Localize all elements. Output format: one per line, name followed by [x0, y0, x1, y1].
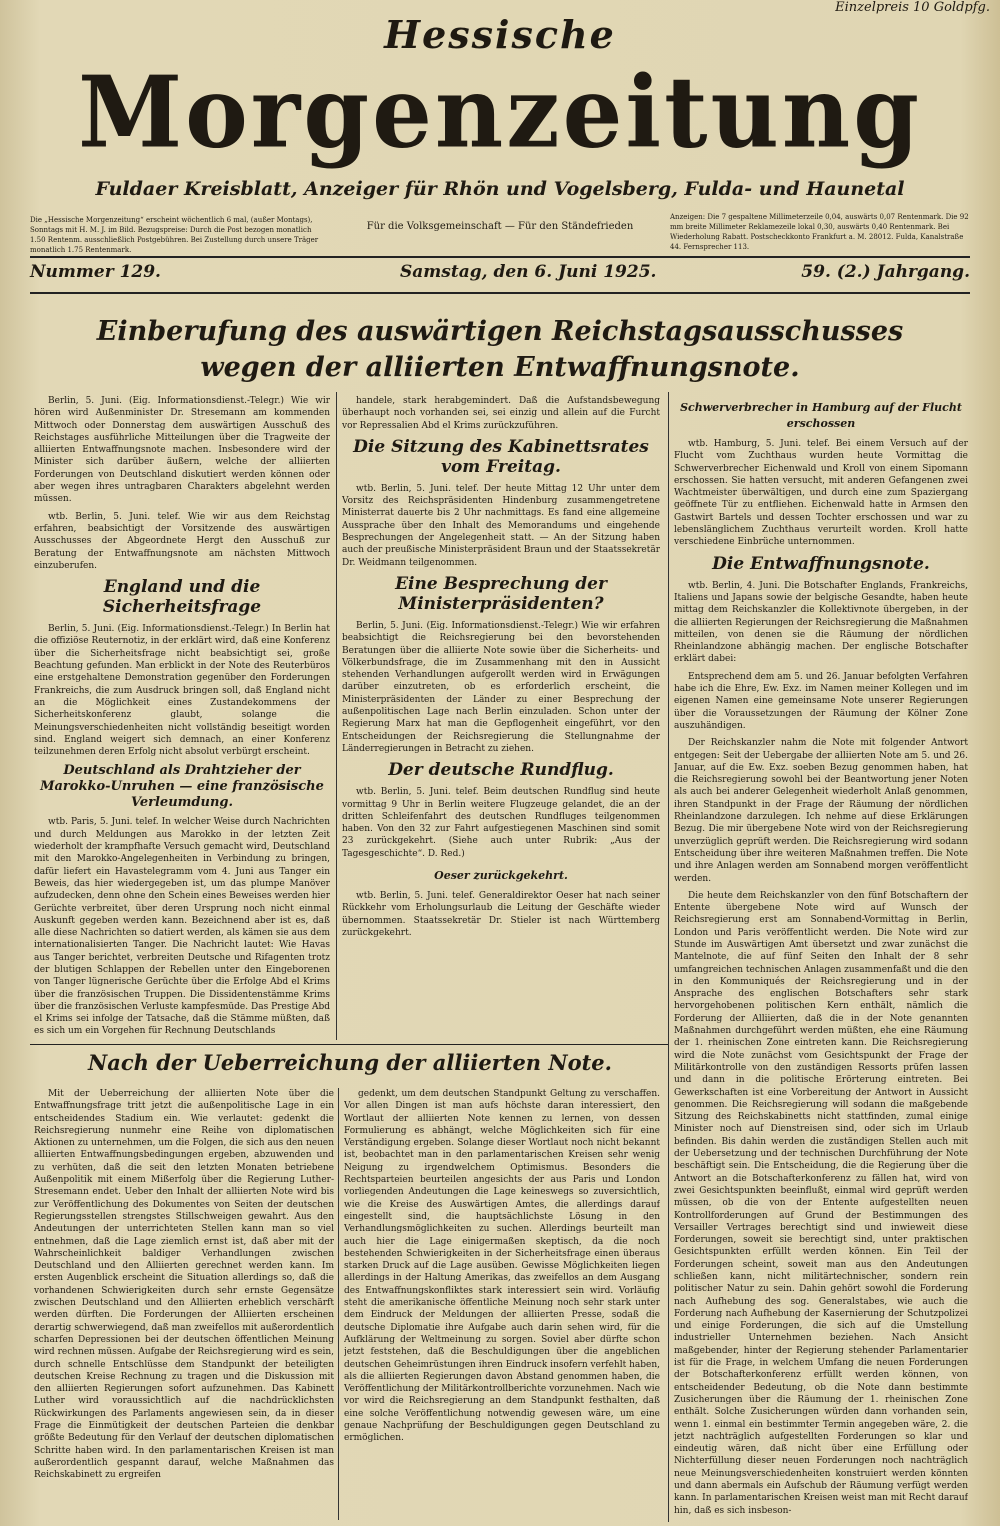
bottom-headline: Nach der Ueberreichung der alliierten Note.: [88, 1050, 612, 1075]
advertising-info: Anzeigen: Die 7 gespaltene Millimeterzeile 0,04, auswärts 0,07 Rentenmark. Die 92 mm breite Millimeter Reklamezeile lokal 0,30, auswärts 0,40 Rentenmark. Bei Wiederholung Rabatt. Postscheckkonto Frankfurt a. M. 28012. Fulda, Kanalstraße 44. Fernsprecher 113.: [670, 213, 969, 251]
article-paragraph: Mit der Ueberreichung der alliierten Note über die Entwaffnungsfrage tritt jetzt die außenpolitische Lage in ein entscheidendes Stadium ein. Wie verlautet: gedenkt die Reichsregierung nunmehr eine Reihe von diplomatischen Aktionen zu unternehmen, um die Folgen, die sich aus den neuen alliierten Entwaffnungsbedingungen ergeben, abzuwenden und zu verhüten, daß die seit den letzten Monaten betriebene Außenpolitik mit einem Mißerfolg über die Regierung Luther-Stresemann endet. Ueber den Inhalt der alliierten Note wird bis zur Veröffentlichung des Dokumentes von Seiten der deutschen Regierungsstellen strengstes Stillschweigen gewahrt. Aus den Andeutungen der unterrichteten Stellen kann man so viel entnehmen, daß die Lage ziemlich ernst ist, daß aber mit der Wahrscheinlichkeit baldiger Verhandlungen zwischen Deutschland und den Alliierten gerechnet werden kann. Im ersten Augenblick erscheint die Situation allerdings so, daß die vorhandenen Schwierigkeiten durch sehr ernste Gegensätze zwischen Deutschland und den Alliierten erheblich verschärft werden dürften. Die Forderungen der Alliierten erscheinen derartig schwerwiegend, daß man zweifellos mit außerordentlich scharfen Depressionen bei der deutschen öffentlichen Meinung wird rechnen müssen. Aufgabe der Reichsregierung wird es sein, durch schnelle Entschlüsse dem Standpunkt der beteiligten deutschen Kreise Rechnung zu tragen und die Diskussion mit den alliierten Regierungen sofort aufzunehmen. Das Kabinett Luther wird voraussichtlich auf die nachdrücklichsten Rückwirkungen des Parlaments angewiesen sein, da in dieser Frage die Einmütigkeit der deutschen Parteien die denkbar größte Bedeutung für den Verlauf der deutschen diplomatischen Schritte haben wird. In den parlamentarischen Kreisen ist man außerordentlich gespannt darauf, welche Maßnahmen das Reichskabinett zu ergreifen: [34, 1089, 334, 1481]
masthead-title-top: Hessische: [384, 12, 616, 57]
article-paragraph: wtb. Paris, 5. Juni. telef. In welcher Weise durch Nachrichten und durch Meldungen aus Marokko in der letzten Zeit wiederholt der krampfhafte Versuch gemacht wird, Deutschland mit den Marokko-Angelegenheiten in Verbindung zu bringen, dafür liefert ein Havastelegramm vom 4. Juni aus Tanger ein Beweis, das hier wiedergegeben ist, um das plumpe Manöver aufzudecken, denn ohne den Schein eines Beweises werden hier Gerüchte verbreitet, über deren Ursprung noch nicht einmal Auskunft gegeben werden kann. Bezeichnend aber ist es, daß alle diese Nachrichten so datiert werden, als kämen sie aus dem internationalisierten Tanger. Die Nachricht lautet: Wie Havas aus Tanger berichtet, verbreiten Deutsche und Rifagenten trotz der blutigen Schlappen der Rebellen unter den Eingeborenen von Tanger lügnerische Gerüchte über die Erfolge Abd el Krims über die französischen Truppen. Die Dissidentenstämme Krims über die französischen Verluste kampfesmüde. Das Prestige Abd el Krims sei infolge der Tatsache, daß die Stämme müßten, daß es sich um ein Vorgehen für Rechnung Deutschlands: [34, 817, 330, 1037]
masthead-title: Morgenzeitung: [78, 55, 922, 171]
issue-date: Samstag, den 6. Juni 1925.: [400, 262, 657, 282]
article-paragraph: wtb. Berlin, 5. Juni. telef. Der heute Mittag 12 Uhr unter dem Vorsitz des Reichspräsidenten Hindenburg zusammengetretene Ministerrat dauerte bis 2 Uhr nachmittags. Es fand eine allgemeine Aussprache über den Inhalt des Memorandums und eingehende Besprechungen der Angelegenheit statt. — An der Sitzung haben auch der preußische Ministerpräsident Braun und der Staatssekretär Dr. Weidmann teilgenommen.: [342, 483, 660, 568]
article-paragraph: Berlin, 5. Juni. (Eig. Informationsdienst.-Telegr.) Wie wir hören wird Außenminister Dr. Stresemann am kommenden Mittwoch oder Donnerstag dem auswärtigen Ausschuß des Reichstages ausführliche Mitteilungen über die Tragweite der alliierten Entwaffnungsnote machen. Insbesondere wird der Minister sich darüber äußern, welche der alliierten Forderungen von Deutschland diskutiert werden können oder aber wegen ihres untragbaren Charakters abgelehnt werden müssen.: [34, 396, 330, 505]
article-headline: England und die Sicherheitsfrage: [102, 577, 262, 618]
article-paragraph: wtb. Berlin, 4. Juni. Die Botschafter Englands, Frankreichs, Italiens und Japans sowie der belgische Gesandte, haben heute mittag dem Reichskanzler die Kollektivnote übergeben, in der die alliierten Regierungen der Reichsregierung die Maßnahmen mitteilen, von denen sie die Räumung der nördlichen Rheinlandzone abhängig machen. Der englische Botschafter erklärt dabei:: [674, 580, 968, 665]
column-rule: [668, 392, 669, 1522]
masthead-subtitle: Fuldaer Kreisblatt, Anzeiger für Rhön und Vogelsberg, Fulda- und Haunetal: [95, 178, 905, 200]
divider: [30, 256, 970, 258]
divider: [30, 1044, 668, 1045]
column-1: [34, 395, 330, 1040]
article-paragraph: Die heute dem Reichskanzler von den fünf Botschaftern der Entente übergebene Note wird auf Wunsch der Reichsregierung erst am Sonnabend-Vormittag in Berlin, London und Paris veröffentlicht werden. Die Note wird zur Stunde im Auswärtigen Amt übersetzt und zwar zunächst die Mantelnote, die auf fünf Seiten den Inhalt der 8 sehr umfangreichen technischen Anlagen zusammenfaßt und die den in den Kommuniqués der Reichsregierung und in der Ansprache des englischen Botschafters sehr stark hervorgehobenen politischen Kern enthält, nämlich die Forderung der Alliierten, daß die in der Note genannten Maßnahmen durchgeführt werden müßten, ehe eine Räumung der 1. rheinischen Zone eintreten kann. Die Reichsregierung wird die Note zunächst vom Gesichtspunkt der Frage der Militärkontrolle von den zuständigen Ressorts prüfen lassen und dann in die politische Erörterung eintreten. Bei Gewerkschaften ist eine Vorbereitung der Antwort in Aussicht genommen. Die Reichsregierung will sodann die maßgebende Sitzung des Reichskabinetts nicht stattfinden, zumal einige Minister noch auf Dienstreisen sind, oder sich im Urlaub befinden. Bis dahin werden die zuständigen Stellen auch mit der Uebersetzung und der technischen Durchführung der Note beschäftigt sein. Die Entscheidung, die die Regierung über die Antwort an die Botschafterkonferenz zu fällen hat, wird von zwei Gesichtspunkten beeinflußt, einmal wird geprüft werden müssen, ob die von der Entente aufgestellten neuen Kontrollforderungen auf Grund der Bestimmungen des Versailler Vertrages berechtigt sind und inwieweit diese Forderungen, soweit sie berechtigt sind, unter praktischen Gesichtspunkten erfüllt werden können. Ein Teil der Forderungen scheint, soweit man aus den Andeutungen schließen kann, nicht militärtechnischer, sondern rein politischer Natur zu sein. Dahin gehört sowohl die Forderung nach Aufhebung des sog. Generalstabes, wie auch die Forderung nach Aufhebung der Kasernierung der Schutzpolizei und einige Forderungen, die sich auf die Umstellung industrieller Unternehmen beziehen. Nach Ansicht maßgebender, hinter der Regierung stehender Parlamentarier ist für die Frage, in welchem Umfang die neuen Forderungen der Botschafterkonferenz erfüllt werden können, von entscheidender Bedeutung, ob die Note dann bestimmte Zusicherungen über die Räumung der 1. rheinischen Zone enthält. Solche Zusicherungen würden dann vorhanden sein, wenn 1. einmal ein bestimmter Termin angegeben wäre, 2. die jetzt nachträglich aufgestellten Forderungen so klar und eindeutig wären, daß nicht über eine Erfüllung oder Nichterfüllung dieser neuen Forderungen noch nachträglich neue Meinungsverschiedenheiten konstruiert werden könnten und dann abermals ein Aufschub der Räumung verfügt werden kann. In parlamentarischen Kreisen weist man mit Recht darauf hin, daß es sich insbeson-: [674, 890, 968, 1516]
article-paragraph: wtb. Hamburg, 5. Juni. telef. Bei einem Versuch auf der Flucht vom Zuchthaus wurden heute Vormittag die Schwerverbrecher Eichenwald und Kroll von einem Sipomann erschossen. Sie hatten versucht, mit anderen Gefangenen zwei Wachtmeister überwältigen, und durch eine zum Spaziergang geöffnete Tür zu entfliehen. Eichenwald hatte in Armsen den Gastwirt Bartels und dessen Tochter erschossen und war zu lebenslänglichem Zuchthaus verurteilt worden. Kroll hatte verschiedene Einbrüche unternommen.: [674, 439, 968, 548]
article-paragraph: handele, stark herabgemindert. Daß die Aufstandsbewegung überhaupt noch vorhanden sei, sei einzig und allein auf die Furcht vor Repressalien Abd el Krims zurückzuführen.: [342, 396, 660, 431]
subscription-info: Die „Hessische Morgenzeitung“ erscheint wöchentlich 6 mal, (außer Montags), Sonntags mit H. M. J. im Bild. Bezugspreise: Durch die Post bezogen monatlich 1.50 Rentenm. ausschließlich Postgebühren. Bei Zustellung durch unsere Träger monatlich 1.75 Rentenmark.: [30, 216, 319, 254]
column-rule: [336, 392, 337, 1040]
main-headline: Einberufung des auswärtigen Reichstagsausschusses wegen der alliierten Entwaffnungsnote.: [96, 316, 904, 383]
divider: [30, 292, 970, 294]
article-paragraph: wtb. Berlin, 5. Juni. telef. Generaldirektor Oeser hat nach seiner Rückkehr vom Erholungsurlaub die Leitung der Geschäfte wieder übernommen. Staatssekretär Dr. Stieler ist nach Württemberg zurückgekehrt.: [342, 891, 660, 938]
bottom-column-left: [34, 1088, 334, 1520]
article-headline: Eine Besprechung der Ministerpräsidenten?: [395, 573, 607, 614]
article-headline: Der deutsche Rundflug.: [388, 760, 614, 781]
price-label: Einzelpreis 10 Goldpfg.: [835, 0, 990, 15]
article-paragraph: gedenkt, um dem deutschen Standpunkt Geltung zu verschaffen. Vor allen Dingen ist man aufs höchste daran interessiert, den Wortlaut der alliierten Note kennen zu lernen, von dessen Formulierung es abhängt, welche Möglichkeiten sich für eine Verständigung ergeben. Solange dieser Wortlaut noch nicht bekannt ist, beobachtet man in den parlamentarischen Kreisen sehr wenig Neigung zu irgendwelchem Optimismus. Besonders die Rechtsparteien beurteilen angesichts der aus Paris und London vorliegenden Andeutungen die Lage keineswegs so zuversichtlich, wie die Kreise des Auswärtigen Amtes, die allerdings darauf eingestellt sind, die hauptsächlichste Lösung in den Verhandlungsmöglichkeiten zu suchen. Allerdings beurteilt man auch hier die Lage einigermaßen skeptisch, da die noch bestehenden Schwierigkeiten in der Sicherheitsfrage einen überaus starken Druck auf die Lage ausüben. Gewisse Möglichkeiten liegen allerdings in der Haltung Amerikas, das zweifellos an dem Ausgang des Entwaffnungskonfliktes stark interessiert sein wird. Vorläufig steht die amerikanische öffentliche Meinung noch sehr stark unter dem Eindruck der Meldungen der alliierten Presse, sodaß die deutsche Diplomatie ihre Aufgabe auch darin sehen wird, für die Aufklärung der Weltmeinung zu sorgen. Soviel aber dürfte schon jetzt feststehen, daß die Beschuldigungen über die angeblichen deutschen Geheimrüstungen ihren Eindruck insofern verfehlt haben, als die alliierten Regierungen davon Abstand genommen haben, die Veröffentlichung der Militärkontrollberichte vorzunehmen. Nach wie vor wird die Reichsregierung an dem Standpunkt festhalten, daß eine solche Veröffentlichung notwendig gewesen wäre, um eine genaue Nachprüfung der Beschuldigungen gegen Deutschland zu ermöglichen.: [344, 1089, 660, 1444]
article-headline: Die Entwaffnungsnote.: [712, 553, 930, 574]
article-headline: Schwerverbrecher in Hamburg auf der Flucht erschossen: [680, 401, 962, 430]
article-paragraph: wtb. Berlin, 5. Juni. telef. Beim deutschen Rundflug sind heute vormittag 9 Uhr in Berlin weitere Flugzeuge gelandet, die an der dritten Schleifenfahrt des deutschen Rundfluges teilgenommen haben. Von den 32 zur Fahrt aufgestiegenen Maschinen sind somit 23 zurückgekehrt. (Siehe auch unter Rubrik: „Aus der Tagesgeschichte“. D. Red.): [342, 787, 660, 859]
bottom-column-right: [344, 1088, 660, 1520]
article-headline: Deutschland als Drahtzieher der Marokko-Unruhen — eine französische Verleumdung.: [40, 763, 324, 811]
article-paragraph: Der Reichskanzler nahm die Note mit folgender Antwort entgegen: Seit der Uebergabe der alliierten Note am 5. und 26. Januar, auf die Ew. Exz. soeben Bezug genommen haben, hat die Reichsregierung sowohl bei der Beantwortung jener Noten als auch bei anderer Gelegenheit wiederholt Anlaß genommen, ihren Standpunkt in der Frage der Räumung der nördlichen Rheinlandzone darzulegen. Ich nehme auf diese Erklärungen Bezug. Die mir übergebene Note wird von der Reichsregierung unverzüglich geprüft werden. Die Reichsregierung wird sodann Entscheidung über ihre weiteren Maßnahmen treffen. Die Note und ihre Anlagen werden am Sonnabend morgen veröffentlicht werden.: [674, 738, 968, 884]
article-headline: Oeser zurückgekehrt.: [434, 869, 568, 883]
issue-number: Nummer 129.: [30, 262, 161, 282]
column-rule: [338, 1088, 339, 1520]
column-3: [674, 392, 968, 1522]
article-paragraph: Entsprechend dem am 5. und 26. Januar befolgten Verfahren habe ich die Ehre, Ew. Exz. im Namen meiner Kollegen und im eigenen Namen eine gemeinsame Note unserer Regierungen über die Voraussetzungen der Räumung der Kölner Zone auszuhändigen.: [674, 671, 968, 731]
article-paragraph: Berlin, 5. Juni. (Eig. Informationsdienst.-Telegr.) Wie wir erfahren beabsichtigt die Reichsregierung bei den bevorstehenden Beratungen über die alliierte Note sowie über die Sicherheits- und Völkerbundsfrage, die im Zusammenhang mit den in Aussicht stehenden Verhandlungen aufgerollt werden wird in Erwägungen darüber einzutreten, ob es erforderlich erscheint, die Ministerpräsidenten der Länder zu einer Besprechung der außenpolitischen Lage nach Berlin einzuladen. Schon unter der Regierung Marx hat man die Gepflogenheit eingeführt, vor den Entscheidungen der Reichsregierung die Stellungnahme der Länderregierungen in Betracht zu ziehen.: [342, 620, 660, 754]
article-paragraph: Berlin, 5. Juni. (Eig. Informationsdienst.-Telegr.) In Berlin hat die offiziöse Reuternotiz, in der erklärt wird, daß eine Konferenz über die Sicherheitsfrage nicht beabsichtigt sei, große Beachtung gefunden. Man erblickt in der Note des Reuterbüros eine erstgehaltene Demonstration gegenüber den Forderungen Frankreichs, die zum Ausdruck bringen soll, daß England nicht an die Möglichkeit eines Zustandekommens der Sicherheitskonferenz glaubt, solange die Meinungsverschiedenheiten nicht vollständig beseitigt worden sind. England weigert sich demnach, an einer Konferenz teilzunehmen deren Erfolg nicht absolut verbürgt erscheint.: [34, 624, 330, 758]
article-headline: Die Sitzung des Kabinettsrates vom Freitag.: [353, 436, 649, 477]
volume: 59. (2.) Jahrgang.: [801, 262, 970, 282]
motto: Für die Volksgemeinschaft — Für den Ständefrieden: [366, 221, 634, 232]
article-paragraph: wtb. Berlin, 5. Juni. telef. Wie wir aus dem Reichstag erfahren, beabsichtigt der Vorsitzende des auswärtigen Ausschusses der Abgeordnete Hergt den Ausschuß zur Beratung der Entwaffnungsnote am nächsten Mittwoch einzuberufen.: [34, 511, 330, 571]
dateline: [30, 262, 970, 290]
column-2: [342, 395, 660, 1040]
